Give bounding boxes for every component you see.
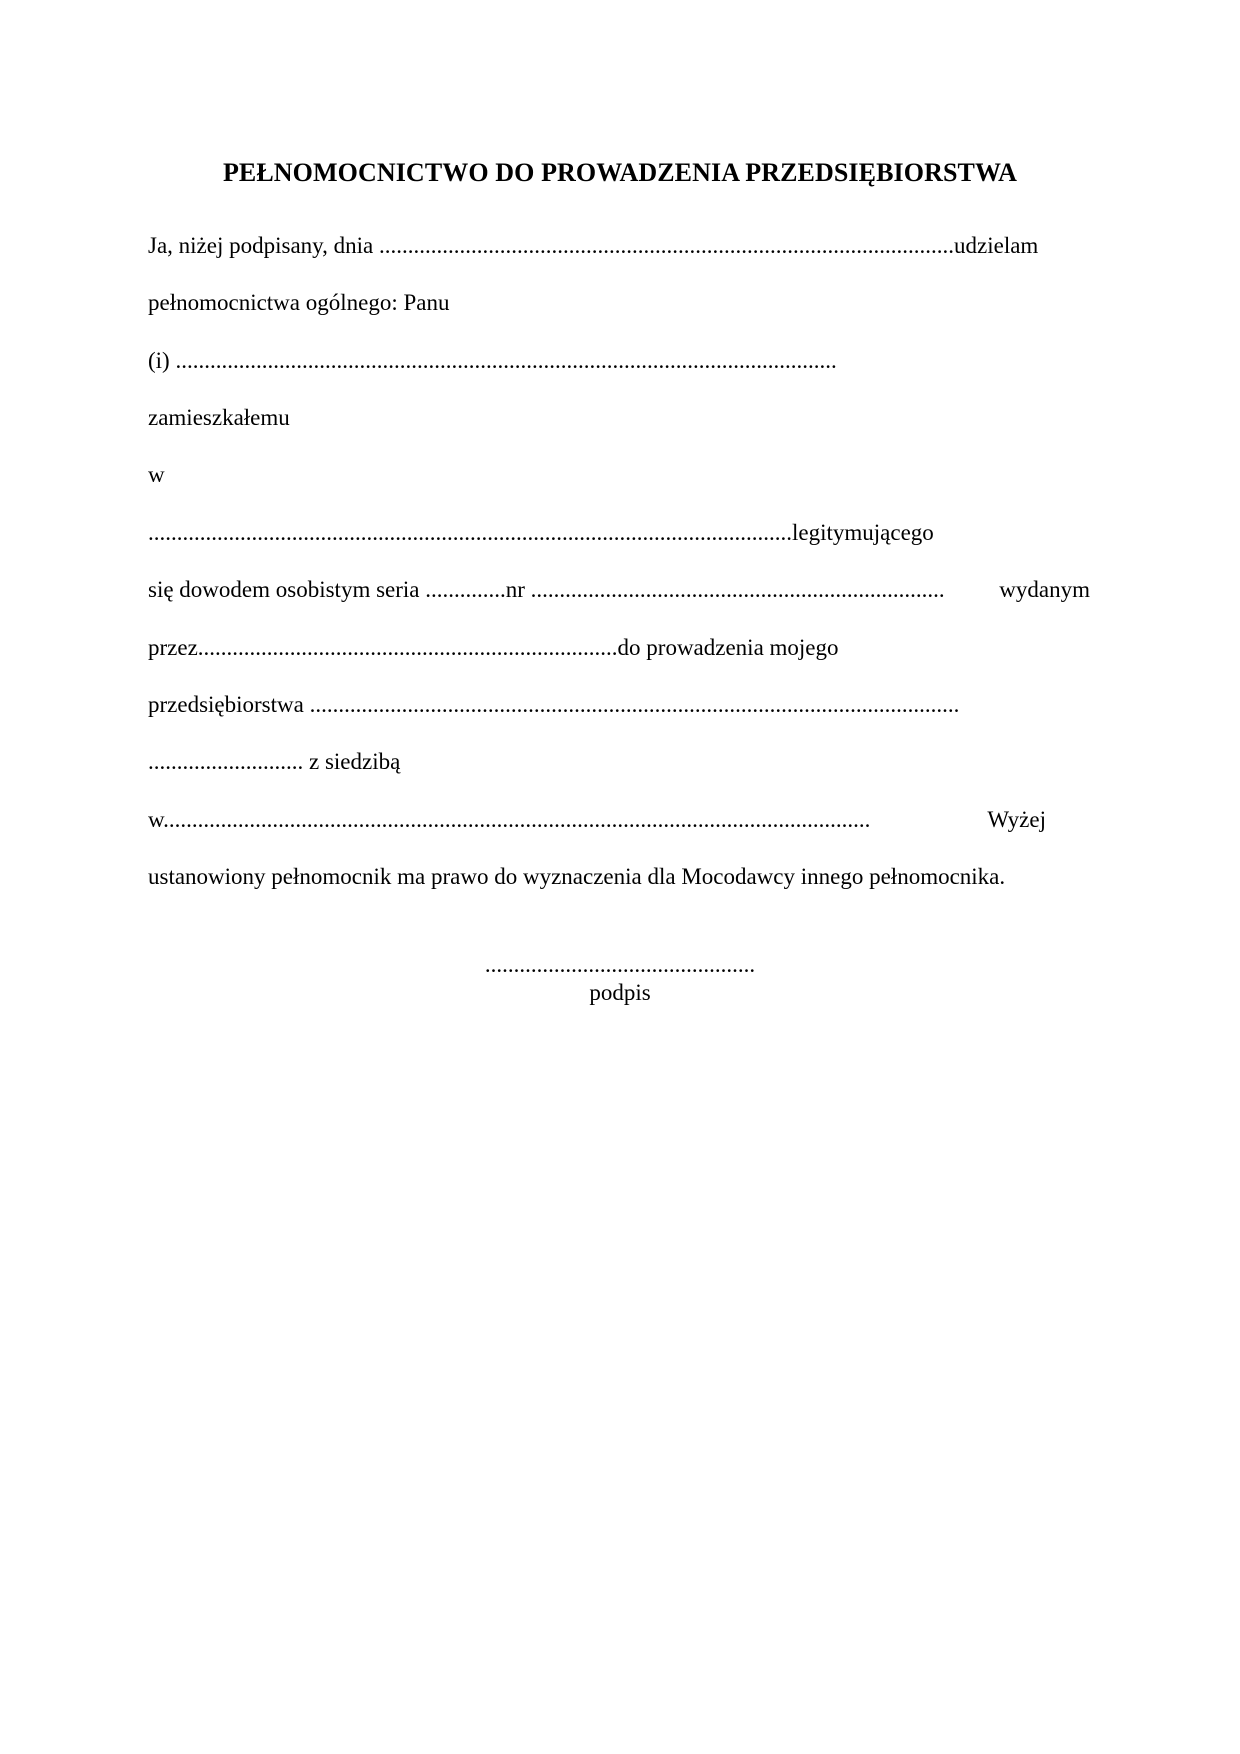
body-line-9: przedsiębiorstwa ................................................................................................................. <box>148 692 960 717</box>
body-line-7 <box>148 576 1090 604</box>
body-line-10: ........................... z siedzibą <box>148 749 401 774</box>
body-line-5: w <box>148 462 165 487</box>
document-title: PEŁNOMOCNICTWO DO PROWADZENIA PRZEDSIĘBIORSTWA <box>222 158 1018 187</box>
body-line-11-right: Wyżej <box>987 807 1046 832</box>
body-line-7-right: wydanym <box>999 577 1090 602</box>
body-line-8: przez.........................................................................do prowadzenia mojego <box>148 635 839 660</box>
body-line-11 <box>148 806 1046 834</box>
body-line-1: Ja, niżej podpisany, dnia ....................................................................................................udzielam <box>148 233 1039 258</box>
body-line-4: zamieszkałemu <box>148 405 290 430</box>
body-line-7-left: się dowodem osobistym seria ..............nr ........................................................................ <box>148 577 945 602</box>
body-line-6: ................................................................................................................legitymującego <box>148 520 934 545</box>
signature-dots: ............................................... <box>484 952 756 977</box>
signature-label: podpis <box>589 980 651 1005</box>
body-line-2: pełnomocnictwa ogólnego: Panu <box>148 290 450 315</box>
body-line-3: (i) ................................................................................................................... <box>148 348 837 373</box>
body-line-12: ustanowiony pełnomocnik ma prawo do wyznaczenia dla Mocodawcy innego pełnomocnika. <box>148 864 1006 889</box>
body-line-11-left: w........................................................................................................................... <box>148 807 871 832</box>
